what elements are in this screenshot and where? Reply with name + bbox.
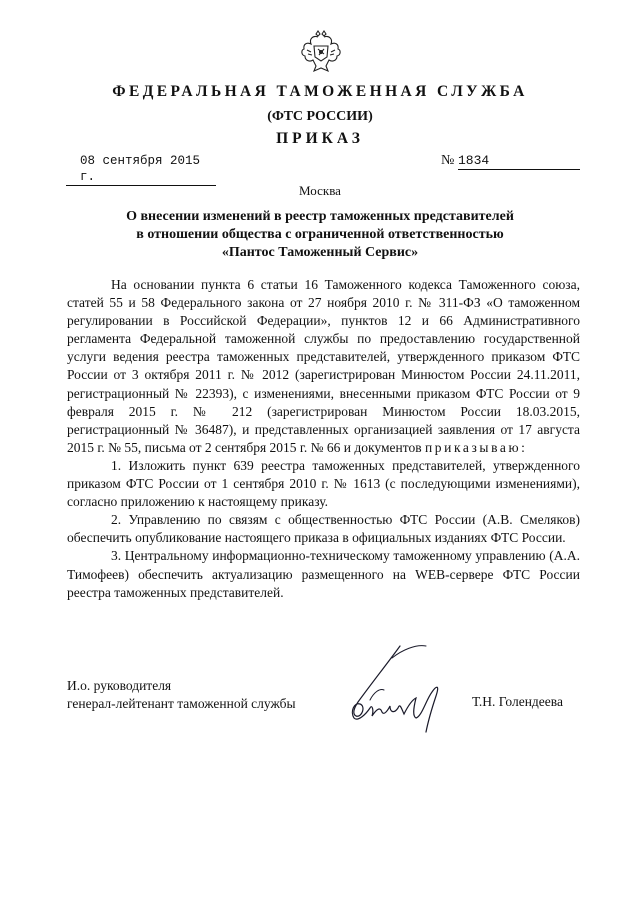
order-item: 3. Центральному информационно-техническому таможенному управлению (А.А. Тимофеев) обеспечить актуализацию размещенного на WEB-сервере ФТС России реестра таможенных представителей. — [67, 548, 580, 600]
signatory-name: Т.Н. Голендеева — [472, 694, 563, 709]
preamble-paragraph — [67, 276, 580, 457]
order-date: 08 сентября 2015 г. — [66, 153, 216, 186]
preamble-text: На основании пункта 6 статьи 16 Таможенного кодекса Таможенного союза, статей 55 и 58 Федерального закона от 27 ноября 2010 г. № 311-ФЗ «О таможенном регулировании в Российской Федерации», пунктов 12 и 66 Административного регламента Федеральной таможенной службы по предоставлению государственной услуги ведения реестра таможенных представителей, утвержденного приказом ФТС России от 3 октября 2011 г. № 2012 (зарегистрирован Минюстом России 24.11.2011, регистрационный № 22393), с изменениями, внесенными приказом ФТС России от 9 февраля 2015 г. № 212 (зарегистрирован Минюстом России 18.03.2015, регистрационный № 36487), и представленных организацией заявления от 17 августа 2015 г. № 55, письма от 2 сентября 2015 г. № 66 и документов — [67, 277, 580, 455]
handwritten-signature — [340, 640, 470, 735]
position-line: И.о. руководителя — [67, 678, 172, 693]
coat-of-arms-icon — [299, 30, 343, 76]
order-subject — [100, 208, 540, 262]
agency-name: ФЕДЕРАЛЬНАЯ ТАМОЖЕННАЯ СЛУЖБА — [112, 83, 528, 100]
city: Москва — [299, 183, 341, 198]
order-body — [67, 276, 580, 602]
position-line: генерал-лейтенант таможенной службы — [67, 696, 296, 711]
subject-line: «Пантос Таможенный Сервис» — [221, 245, 419, 260]
order-number: 1834 — [458, 153, 580, 170]
subject-line: в отношении общества с ограниченной ответственностью — [136, 227, 504, 242]
number-sign: № — [441, 153, 455, 168]
document-type-title: ПРИКАЗ — [276, 130, 364, 147]
order-item: 2. Управлению по связям с общественностью ФТС России (А.В. Смеляков) обеспечить опубликование настоящего приказа в официальных изданиях ФТС России. — [67, 512, 580, 546]
signatory-position — [67, 677, 296, 713]
order-item: 1. Изложить пункт 639 реестра таможенных представителей, утвержденного приказом ФТС России от 1 сентября 2010 г. № 1613 (с последующими изменениями), согласно приложению к настоящему приказу. — [67, 457, 580, 510]
agency-short-name: (ФТС РОССИИ) — [267, 109, 373, 124]
order-word: приказываю: — [424, 439, 528, 455]
subject-line: О внесении изменений в реестр таможенных представителей — [126, 209, 514, 224]
